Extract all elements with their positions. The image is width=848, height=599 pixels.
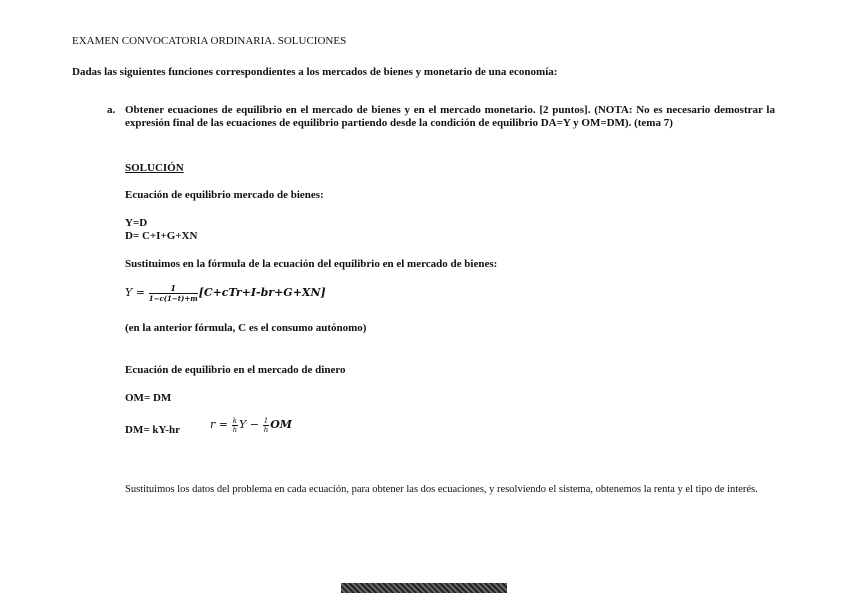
formula-bracket: [C+cTr+I-br+G+XN] [198, 286, 326, 300]
money-equation-om: OM= DM [125, 392, 172, 404]
goods-equation-d: D= C+I+G+XN [125, 230, 198, 242]
goods-substitute-text: Sustituimos en la fórmula de la ecuación del equilibrio en el mercado de bienes: [125, 258, 498, 270]
solution-heading: SOLUCIÓN [125, 162, 184, 174]
intro-text: Dadas las siguientes funciones correspondientes a los mercados de bienes y monetario de una economía: [72, 66, 558, 78]
formula-tail: OM [270, 418, 292, 432]
question-marker: a. [107, 104, 116, 116]
goods-equilibrium-formula [125, 284, 326, 303]
money-equilibrium-formula [210, 417, 292, 434]
footer-redaction-bar [341, 583, 507, 593]
fraction-numerator: k [232, 417, 237, 425]
fraction-denominator: h [263, 426, 269, 434]
formula-lhs: r = [210, 418, 228, 432]
goods-note: (en la anterior fórmula, C es el consumo autónomo) [125, 322, 367, 334]
goods-market-heading: Ecuación de equilibrio mercado de bienes: [125, 189, 324, 201]
formula-fraction-k-h [232, 417, 238, 434]
formula-fraction-1-h [263, 417, 269, 434]
money-equation-dm: DM= kY-hr [125, 424, 181, 436]
formula-middle: Y − [238, 418, 259, 432]
formula-lhs: Y = [125, 286, 145, 300]
money-market-heading: Ecuación de equilibrio en el mercado de dinero [125, 364, 346, 376]
formula-fraction [149, 284, 198, 303]
goods-equation-y: Y=D [125, 217, 148, 229]
fraction-numerator: 1 [263, 417, 269, 425]
fraction-denominator: 1−c(1−t)+m [148, 294, 198, 303]
document-title: EXAMEN CONVOCATORIA ORDINARIA. SOLUCIONES [72, 35, 347, 47]
fraction-numerator: 1 [149, 284, 198, 294]
closing-paragraph: Sustituimos los datos del problema en cada ecuación, para obtener las dos ecuaciones, y resolviendo el sistema, obtenemos la renta y el tipo de interés. [125, 484, 758, 495]
question-text: Obtener ecuaciones de equilibrio en el mercado de bienes y en el mercado monetario. [2 puntos]. (NOTA: No es necesario demostrar la expresión final de las ecuaciones de equilibrio partiendo desde la condición de equilibrio DA=Y y OM=DM). (tema 7) [125, 104, 775, 129]
fraction-denominator: h [232, 426, 238, 434]
